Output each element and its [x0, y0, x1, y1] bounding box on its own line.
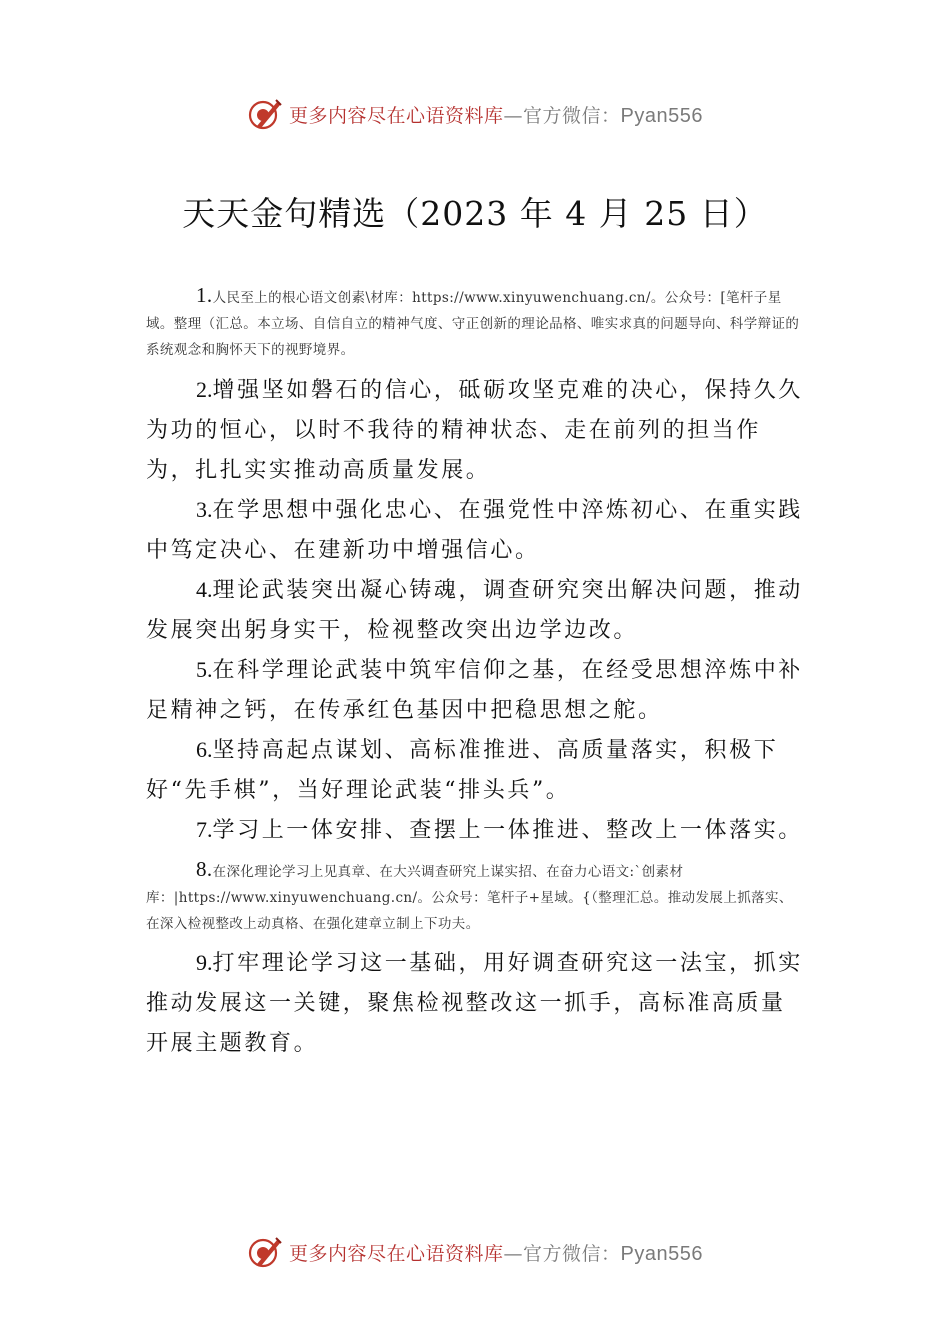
- pen-logo-icon: [247, 96, 283, 132]
- watermark-brand: 更多内容尽在心语资料库: [289, 1242, 504, 1265]
- watermark-official-label: 官方微信：: [523, 104, 621, 127]
- quote-item-2: [146, 370, 806, 491]
- quote-block-8: [146, 856, 806, 937]
- watermark-brand: 更多内容尽在心语资料库: [289, 104, 504, 127]
- quote-text: 增强坚如磐石的信心，砥砺攻坚克难的决心，保持久久为功的恒心，以时不我待的精神状态、走在前列的担当作为，扎扎实实推动高质量发展。: [146, 378, 803, 483]
- watermark-dash: —: [503, 104, 524, 127]
- quote-number: 3.: [196, 497, 213, 522]
- watermark-banner-top: [0, 94, 950, 134]
- quote-list: [146, 282, 806, 363]
- pen-logo-icon: [247, 1234, 283, 1270]
- page-title: 天天金句精选（2023 年 4 月 25 日）: [182, 194, 768, 233]
- quote-number: 8.: [196, 857, 213, 881]
- watermark-text: [289, 101, 703, 128]
- quote-text: 人民至上的根心语文创素\材库：https://www.xinyuwenchuang.cn/。公众号：[笔杆子星域。整理（汇总。本立场、自信自立的精神气度、守正创新的理论品格、唯实求真的问题导向、科学辩证的系统观念和胸怀天下的视野境界。: [146, 290, 800, 358]
- quote-item-9: [146, 943, 806, 1064]
- quote-block-3: [146, 490, 806, 571]
- quote-item-4: [146, 570, 806, 651]
- quote-block-6: [146, 730, 806, 811]
- quote-item-6: [146, 730, 806, 811]
- quote-text: 理论武装突出凝心铸魂，调查研究突出解决问题，推动发展突出躬身实干，检视整改突出边学边改。: [146, 578, 803, 643]
- quote-number: 2.: [196, 377, 213, 402]
- quote-text: 在深化理论学习上见真章、在大兴调查研究上谋实招、在奋力心语文:`创素材库：|https://www.xinyuwenchuang.cn/。公众号：笔杆子+星域。{（整理汇总。推动发展上抓落实、在深入检视整改上动真格、在强化建章立制上下功夫。: [146, 864, 793, 932]
- watermark-official-label: 官方微信：: [523, 1242, 621, 1265]
- quote-item-3: [146, 490, 806, 571]
- quote-block-2: [146, 370, 806, 491]
- quote-text: 在学思想中强化忠心、在强党性中淬炼初心、在重实践中笃定决心、在建新功中增强信心。: [146, 498, 803, 563]
- quote-text: 坚持高起点谋划、高标准推进、高质量落实，积极下好“先手棋”，当好理论武装“排头兵”。: [146, 738, 779, 803]
- quote-item-7: [146, 810, 806, 851]
- quote-text: 学习上一体安排、查摆上一体推进、整改上一体落实。: [212, 818, 803, 843]
- watermark-wechat-id: Pyan556: [620, 1242, 703, 1265]
- quote-number: 4.: [196, 577, 213, 602]
- quote-block-5: [146, 650, 806, 731]
- quote-item-5: [146, 650, 806, 731]
- quote-number: 6.: [196, 737, 213, 762]
- quote-text: 打牢理论学习这一基础，用好调查研究这一法宝，抓实推动发展这一关键，聚焦检视整改这一抓手，高标准高质量开展主题教育。: [146, 951, 803, 1056]
- quote-block-7: [146, 810, 806, 851]
- quote-item-8: [146, 856, 806, 937]
- quote-item-1: [146, 282, 806, 363]
- watermark-wechat-id: Pyan556: [620, 104, 703, 127]
- quote-text: 在科学理论武装中筑牢信仰之基，在经受思想淬炼中补足精神之钙，在传承红色基因中把稳思想之舵。: [146, 658, 803, 723]
- watermark-dash: —: [503, 1242, 524, 1265]
- quote-number: 1.: [196, 283, 213, 307]
- quote-number: 9.: [196, 950, 213, 975]
- quote-number: 7.: [196, 817, 213, 842]
- watermark-banner-bottom: [0, 1232, 950, 1272]
- watermark-text: [289, 1239, 703, 1266]
- quote-block-9: [146, 943, 806, 1064]
- quote-number: 5.: [196, 657, 213, 682]
- quote-block-4: [146, 570, 806, 651]
